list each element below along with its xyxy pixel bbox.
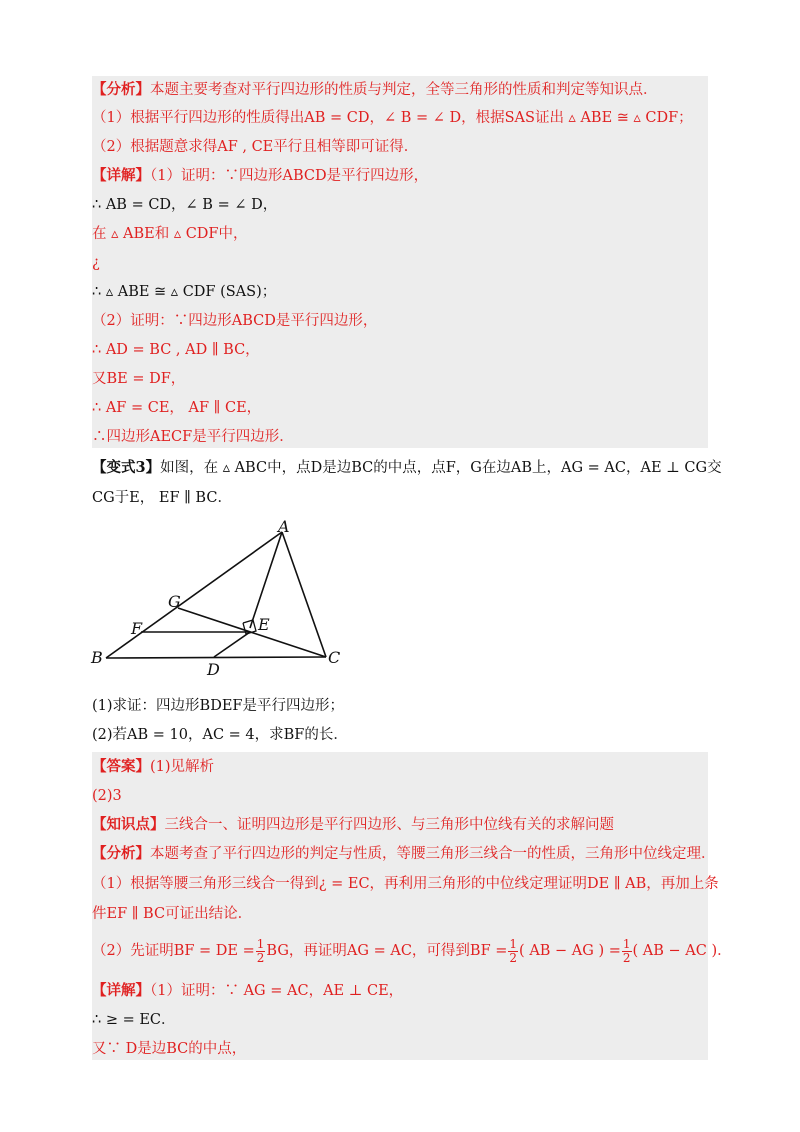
answer-1: (1)见解析 (150, 759, 215, 775)
fraction-denominator: 2 (256, 950, 265, 965)
answer-tag: 【答案】 (92, 758, 150, 775)
analysis-text: 本题主要考查对平行四边形的性质与判定，全等三角形的性质和判定等知识点． (150, 82, 658, 98)
geometry-figure (86, 520, 356, 690)
analysis2-step-1b: 件EF ∥ BC可证出结论． (92, 906, 253, 922)
solution2-text: （1）证明：∵ AG = AC，AE ⊥ CE， (150, 983, 404, 999)
answer-2: (2)3 (92, 788, 122, 804)
analysis2-step-1a: （1）根据等腰三角形三线合一得到¿ = EC，再利用三角形的中位线定理证明DE ∥ AB，再加上条 (92, 876, 719, 892)
fraction-numerator: 1 (256, 936, 265, 951)
segment-ae (250, 532, 282, 628)
solution-line-7: ∴ AD = BC , AD ∥ BC， (92, 342, 260, 358)
solution-line-2: ∴ AB = CD，∠ B = ∠ D， (92, 197, 278, 213)
label-d: D (207, 660, 220, 679)
segment-bc (106, 657, 326, 658)
analysis-tag: 【分析】 (92, 81, 150, 98)
label-c: C (328, 648, 341, 667)
solution-line-5: ∴ ▵ ABE ≅ ▵ CDF (SAS)； (92, 284, 277, 300)
solution2-tag: 【详解】 (92, 982, 150, 999)
knowledge-line (92, 815, 708, 835)
solution-line-9: ∴ AF = CE， AF ∥ CE， (92, 400, 262, 416)
problem-text-1: 如图，在 ▵ ABC中，点D是边BC的中点，点F，G在边AB上，AG = AC，AE ⊥ CG交 (160, 460, 722, 476)
answer-line-1 (92, 757, 708, 777)
fraction-one-half-3 (622, 938, 632, 965)
analysis-line (92, 80, 708, 100)
step2-part-a: （2）先证明BF = DE = (92, 943, 255, 959)
analysis2-tag: 【分析】 (92, 845, 150, 862)
problem-line-1 (92, 458, 722, 478)
solution-line-1 (92, 166, 708, 186)
label-a: A (278, 520, 290, 536)
solution-line-8: 又BE = DF， (92, 371, 186, 387)
fraction-numerator-2: 1 (509, 936, 518, 951)
label-g: G (168, 592, 181, 611)
fraction-one-half-2 (508, 938, 518, 965)
question-2: (2)若AB = 10，AC = 4，求BF的长． (92, 727, 348, 743)
variant-tag: 【变式3】 (92, 459, 161, 476)
solution2-line-3: 又∵ D是边BC的中点， (92, 1041, 247, 1057)
solution-line-3: 在 ▵ ABE和 ▵ CDF中， (92, 226, 248, 242)
solution-line-4: ¿ (92, 255, 100, 271)
knowledge-tag: 【知识点】 (92, 816, 165, 833)
solution2-line-2: ∴ ≥ = EC． (92, 1012, 176, 1028)
question-1: (1)求证：四边形BDEF是平行四边形； (92, 698, 344, 714)
segment-ab (106, 532, 282, 658)
problem-line-2: CG于E， EF ∥ BC． (92, 490, 232, 506)
analysis-step-2: （2）根据题意求得AF , CE平行且相等即可证得． (92, 139, 419, 155)
analysis2-line (92, 844, 716, 864)
label-f: F (131, 619, 143, 638)
solution-text: （1）证明：∵四边形ABCD是平行四边形， (150, 168, 429, 184)
analysis2-step-2 (92, 936, 732, 966)
solution-line-6: （2）证明：∵四边形ABCD是平行四边形， (92, 313, 378, 329)
knowledge-text: 三线合一、证明四边形是平行四边形、与三角形中位线有关的求解问题 (164, 817, 614, 833)
segment-de (214, 632, 250, 657)
fraction-denominator-2: 2 (509, 950, 518, 965)
label-e: E (258, 615, 270, 634)
fraction-denominator-3: 2 (622, 950, 631, 965)
fraction-numerator-3: 1 (622, 936, 631, 951)
step2-part-d: ( AB − AC )． (632, 943, 732, 959)
label-b: B (91, 648, 103, 667)
analysis-step-1: （1）根据平行四边形的性质得出AB = CD，∠ B = ∠ D，根据SAS证出 ▵ ABE ≅ ▵ CDF； (92, 110, 693, 126)
step2-part-b: BG，再证明AG = AC，可得到BF = (266, 943, 508, 959)
segment-ac (282, 532, 326, 657)
fraction-one-half (256, 938, 266, 965)
solution-line-10: ∴四边形AECF是平行四边形． (92, 429, 294, 445)
solution2-line-1 (92, 981, 708, 1001)
analysis2-text: 本题考查了平行四边形的判定与性质，等腰三角形三线合一的性质，三角形中位线定理． (150, 846, 716, 862)
solution-tag: 【详解】 (92, 167, 150, 184)
step2-part-c: ( AB − AG ) = (519, 943, 621, 959)
